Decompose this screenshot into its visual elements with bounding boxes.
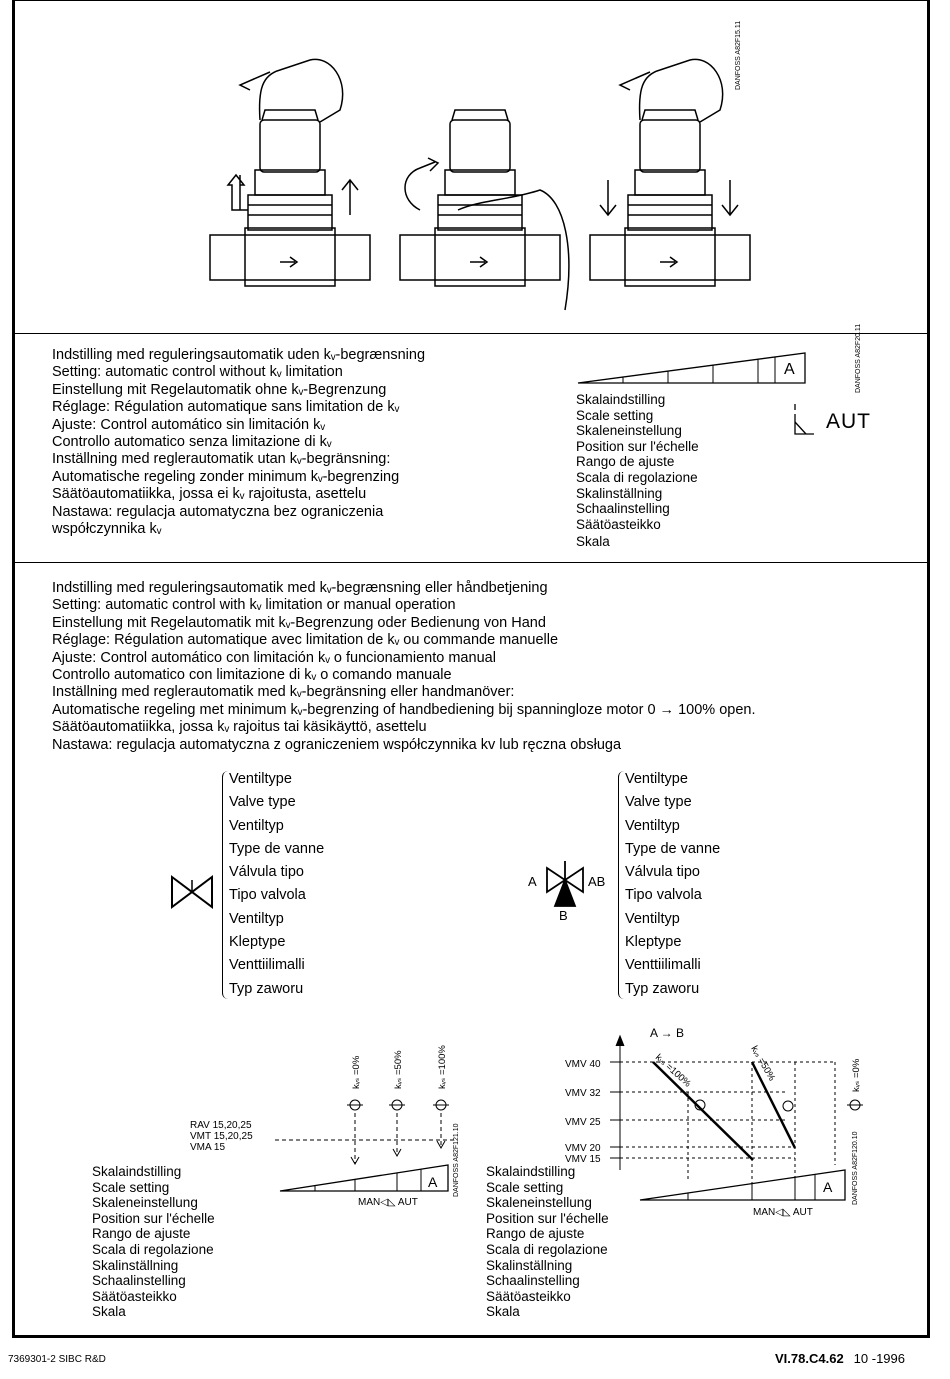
text-line: Säätöasteikko bbox=[576, 516, 661, 532]
model-label: VMA 15 bbox=[190, 1142, 226, 1153]
valve-type-list-right bbox=[625, 768, 720, 1001]
text-line: Position sur l'échelle bbox=[576, 438, 699, 454]
text-line: Rango de ajuste bbox=[576, 454, 675, 470]
text-line: Skalaindstilling bbox=[92, 1164, 182, 1179]
text-line: Scala di regolazione bbox=[486, 1241, 608, 1257]
text-line: Tipo valvola bbox=[625, 887, 702, 904]
text-line: Kleptype bbox=[229, 934, 286, 951]
text-line: Ventiltyp bbox=[625, 817, 680, 834]
port-b-label: B bbox=[559, 908, 568, 923]
man-aut-label: MAN◁◺ AUT bbox=[753, 1207, 813, 1218]
brace bbox=[222, 771, 229, 999]
text-line: Schaalinstelling bbox=[576, 501, 670, 517]
text-line: Type de vanne bbox=[229, 840, 325, 857]
text-line: Scala di regolazione bbox=[576, 469, 698, 485]
kvs-0-label: kᵥₛ =0% bbox=[351, 1055, 362, 1089]
text-line: Scale setting bbox=[92, 1179, 170, 1195]
text-line: Venttiilimalli bbox=[625, 957, 701, 974]
vmv-label: VMV 40 bbox=[565, 1059, 601, 1070]
text-line: współczynnika kᵥ bbox=[52, 520, 162, 537]
three-way-valve-icon bbox=[525, 856, 615, 926]
text-line: Skaleneinstellung bbox=[486, 1195, 592, 1211]
text-line: Scale setting bbox=[576, 407, 654, 423]
vmv-label: VMV 32 bbox=[565, 1088, 601, 1099]
vmv-label: VMV 25 bbox=[565, 1117, 601, 1128]
scale-labels-left bbox=[92, 1164, 215, 1320]
text-line: Venttiilimalli bbox=[229, 957, 305, 974]
text-line: Position sur l'échelle bbox=[92, 1210, 215, 1226]
text-line: Ventiltyp bbox=[625, 910, 680, 927]
text-line: Kleptype bbox=[625, 934, 682, 951]
model-label: VMT 15,20,25 bbox=[190, 1131, 253, 1142]
text-line: Nastawa: regulacja automatyczna z ograniczeniem współczynnika kv lub ręczna obsługa bbox=[52, 736, 622, 753]
text-line: Skalaindstilling bbox=[486, 1164, 576, 1179]
text-line: Setting: automatic control without kᵥ limitation bbox=[52, 364, 343, 381]
text-line: Ajuste: Control automático sin limitación kᵥ bbox=[52, 416, 326, 433]
kvs-100-label: kᵥₛ =100% bbox=[437, 1045, 448, 1089]
text-line: Type de vanne bbox=[625, 840, 721, 857]
vmv-label: VMV 15 bbox=[565, 1154, 601, 1165]
text-line: Réglage: Régulation automatique avec limitation de kᵥ ou commande manuelle bbox=[52, 632, 559, 649]
text-line: Typ zaworu bbox=[625, 980, 700, 997]
scale-labels bbox=[576, 392, 699, 550]
actuator-illustration bbox=[200, 20, 760, 320]
kvs-0-label: kᵥₛ =0% bbox=[851, 1058, 862, 1092]
doc-code: VI.78.C4.62 bbox=[775, 1351, 844, 1366]
text-line: Tipo valvola bbox=[229, 887, 306, 904]
text-line: Réglage: Régulation automatique sans limitation de kᵥ bbox=[52, 399, 400, 416]
footer-right bbox=[775, 1351, 905, 1366]
reference-code: DANFOSS A82F20.11 bbox=[855, 323, 862, 393]
text-line: Ajuste: Control automático con limitación kᵥ o funcionamiento manual bbox=[52, 649, 496, 666]
text-line: Automatische regeling met minimum kᵥ-begrenzing of handbediening bij spanningloze motor 0 → 100% open. bbox=[52, 701, 756, 718]
scale-wedge bbox=[575, 350, 810, 386]
text-line: Position sur l'échelle bbox=[486, 1210, 609, 1226]
text-line: Skalinställning bbox=[576, 485, 663, 501]
text-line: Scala di regolazione bbox=[92, 1241, 214, 1257]
text-line: Indstilling med reguleringsautomatik med kᵥ-begrænsning eller håndbetjening bbox=[52, 580, 548, 596]
scale-labels-right bbox=[486, 1164, 609, 1320]
flow-label: A → B bbox=[650, 1026, 685, 1040]
text-line: Setting: automatic control with kᵥ limitation or manual operation bbox=[52, 597, 456, 614]
text-line: Skaleneinstellung bbox=[576, 423, 682, 439]
text-line: Válvula tipo bbox=[625, 864, 700, 881]
text-line: Válvula tipo bbox=[229, 864, 304, 881]
aut-symbol-icon bbox=[792, 402, 822, 436]
kvs-100-label: kᵥₛ =100% bbox=[652, 1052, 693, 1090]
brace bbox=[618, 771, 625, 999]
footer-left: 7369301-2 SIBC R&D bbox=[8, 1354, 106, 1365]
text-line: Skala bbox=[92, 1304, 126, 1320]
section2-text bbox=[52, 580, 755, 754]
kvs-50-label: kᵥₛ =50% bbox=[748, 1044, 778, 1083]
text-line: Automatische regeling zonder minimum kᵥ-begrenzing bbox=[52, 468, 400, 485]
text-line: Skaleneinstellung bbox=[92, 1195, 198, 1211]
text-line: Skala bbox=[576, 534, 610, 550]
text-line: Schaalinstelling bbox=[486, 1273, 580, 1289]
left-kvs-diagram bbox=[185, 1025, 475, 1225]
aut-label: AUT bbox=[826, 410, 871, 433]
text-line: Scale setting bbox=[486, 1179, 564, 1195]
text-line: Typ zaworu bbox=[229, 980, 304, 997]
text-line: Skalinställning bbox=[92, 1257, 179, 1273]
scale-mark: A bbox=[784, 361, 795, 378]
text-line: Rango de ajuste bbox=[92, 1226, 191, 1242]
text-line: Ventiltyp bbox=[229, 910, 284, 927]
text-line: Skala bbox=[486, 1304, 520, 1320]
text-line: Ventiltyp bbox=[229, 817, 284, 834]
divider bbox=[12, 562, 930, 563]
reference-code: DANFOSS A82F15.11 bbox=[735, 20, 742, 90]
model-label: RAV 15,20,25 bbox=[190, 1120, 252, 1131]
text-line: Controllo automatico senza limitazione di kᵥ bbox=[52, 433, 332, 450]
text-line: Säätöautomatiikka, jossa ei kᵥ rajoitusta, asettelu bbox=[52, 486, 367, 503]
text-line: Indstilling med reguleringsautomatik uden kᵥ-begrænsning bbox=[52, 347, 426, 363]
text-line: Controllo automatico con limitazione di kᵥ o comando manuale bbox=[52, 666, 452, 683]
text-line: Inställning med reglerautomatik med kᵥ-begränsning eller handmanöver: bbox=[52, 684, 515, 701]
text-line: Ventiltype bbox=[625, 771, 688, 787]
port-a-label: A bbox=[528, 874, 537, 889]
text-line: Einstellung mit Regelautomatik mit kᵥ-Begrenzung oder Bedienung von Hand bbox=[52, 614, 546, 631]
reference-code: DANFOSS A82F121.10 bbox=[453, 1123, 460, 1197]
kvs-50-label: kᵥₛ =50% bbox=[393, 1050, 404, 1089]
port-ab-label: AB bbox=[588, 874, 606, 889]
vmv-label: VMV 20 bbox=[565, 1143, 601, 1154]
text-line: Rango de ajuste bbox=[486, 1226, 585, 1242]
text-line: Ventiltype bbox=[229, 771, 292, 787]
text-line: Valve type bbox=[625, 794, 692, 811]
text-line: Skalaindstilling bbox=[576, 392, 666, 407]
text-line: Säätöautomatiikka, jossa kᵥ rajoitus tai käsikäyttö, asettelu bbox=[52, 719, 427, 736]
man-aut-label: MAN◁◺ AUT bbox=[358, 1197, 418, 1208]
text-line: Schaalinstelling bbox=[92, 1273, 186, 1289]
scale-mark: A bbox=[823, 1179, 833, 1195]
reference-code: DANFOSS A82F120.10 bbox=[852, 1131, 859, 1205]
two-way-valve-icon bbox=[170, 872, 215, 912]
section1-text bbox=[52, 347, 425, 538]
scale-mark: A bbox=[428, 1174, 438, 1190]
text-line: Valve type bbox=[229, 794, 296, 811]
text-line: Inställning med reglerautomatik utan kᵥ-begränsning: bbox=[52, 451, 391, 468]
text-line: Säätöasteikko bbox=[92, 1288, 177, 1304]
text-line: Einstellung mit Regelautomatik ohne kᵥ-Begrenzung bbox=[52, 381, 387, 398]
divider bbox=[12, 333, 930, 334]
text-line: Skalinställning bbox=[486, 1257, 573, 1273]
text-line: Nastawa: regulacja automatyczna bez ograniczenia bbox=[52, 503, 384, 520]
doc-date: 10 -1996 bbox=[853, 1351, 905, 1366]
valve-type-list-left bbox=[229, 768, 324, 1001]
text-line: Säätöasteikko bbox=[486, 1288, 571, 1304]
